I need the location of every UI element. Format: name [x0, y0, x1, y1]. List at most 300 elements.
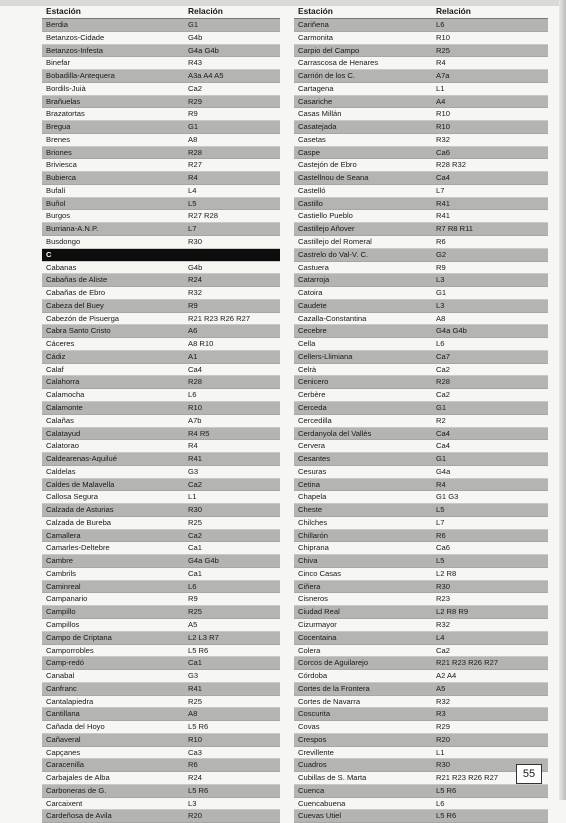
station-name: Campillo [46, 607, 76, 617]
station-name: Brazatortas [46, 109, 85, 119]
relation-code: R21 R23 R26 R27 [436, 773, 499, 783]
relation-code: R10 [188, 734, 202, 744]
table-row [42, 83, 280, 96]
station-name: Corcos de Aguilarejo [298, 658, 369, 668]
relation-code: Ca2 [436, 364, 450, 374]
table-row [42, 159, 280, 172]
relation-code: R24 [188, 275, 202, 285]
station-name: Calañas [46, 415, 74, 425]
station-name: Cabra Santo Cristo [46, 326, 111, 336]
table-row [294, 287, 548, 300]
table-row [294, 606, 548, 619]
relation-code: R3 [436, 709, 446, 719]
table-row [294, 402, 548, 415]
table-row [294, 300, 548, 313]
station-name: Coscurita [298, 709, 331, 719]
table-row [42, 70, 280, 83]
relation-code: R32 [436, 134, 450, 144]
station-name: Betanzos-Cidade [46, 32, 105, 42]
table-row [42, 402, 280, 415]
relation-code: R2 [436, 415, 446, 425]
relation-code: L5 R6 [188, 785, 209, 795]
relation-code: G1 G3 [436, 492, 459, 502]
station-header: Estación [298, 6, 333, 17]
station-name: Chilches [298, 517, 328, 527]
relation-code: R4 R5 [188, 428, 210, 438]
relation-code: L6 [188, 581, 197, 591]
relation-code: Ca1 [188, 543, 202, 553]
station-name: Chiva [298, 556, 318, 566]
relation-code: A8 [188, 709, 198, 719]
station-name: Cariñena [298, 20, 329, 29]
station-name: Brenes [46, 134, 71, 144]
relation-code: R32 [436, 696, 450, 706]
relation-code: G4a G4b [188, 556, 219, 566]
table-row [42, 542, 280, 555]
table-header [294, 6, 548, 19]
relation-code: L5 [436, 556, 445, 566]
relation-code: G3 [188, 671, 199, 681]
relation-header: Relación [188, 6, 223, 17]
table-row [294, 364, 548, 377]
table-row [42, 96, 280, 109]
table-row [294, 453, 548, 466]
station-name: Carrión de los C. [298, 71, 355, 81]
table-row [42, 568, 280, 581]
table-row [294, 45, 548, 58]
station-name: C [46, 249, 52, 259]
table-row [42, 530, 280, 543]
station-name: Calamonte [46, 402, 83, 412]
station-name: Casas Millán [298, 109, 342, 119]
relation-code: L1 [188, 492, 197, 502]
relation-code: Ca2 [188, 530, 202, 540]
relation-code: Ca2 [188, 83, 202, 93]
relation-code: R28 R32 [436, 160, 466, 170]
relation-code: G4a [436, 466, 451, 476]
station-name: Covas [298, 722, 320, 732]
station-name: Capçanes [46, 747, 81, 757]
relation-code: R30 [188, 237, 202, 247]
table-row [294, 670, 548, 683]
table-row [42, 389, 280, 402]
station-name: Cellers-Llimiana [298, 351, 353, 361]
relation-code: R4 [436, 479, 446, 489]
station-name: Binefar [46, 58, 71, 68]
table-row [294, 657, 548, 670]
relation-code: G2 [436, 249, 447, 259]
relation-code: G1 [188, 122, 199, 132]
table-row [294, 440, 548, 453]
relation-code: A8 [436, 313, 446, 323]
relation-code: A7b [188, 415, 202, 425]
station-name: Carpio del Campo [298, 45, 360, 55]
relation-code: R25 [436, 45, 450, 55]
table-row [294, 96, 548, 109]
relation-code: G4a G4b [436, 326, 467, 336]
station-name: Camporrobles [46, 645, 94, 655]
table-row [294, 159, 548, 172]
table-row [294, 747, 548, 760]
station-name: Carboneras de G. [46, 785, 107, 795]
table-row [294, 542, 548, 555]
station-name: Calzada de Bureba [46, 517, 112, 527]
table-row [42, 555, 280, 568]
table-header [42, 6, 280, 19]
table-row [294, 376, 548, 389]
station-name: Catarroja [298, 275, 330, 285]
station-name: Cesantes [298, 454, 331, 464]
table-row [42, 19, 280, 32]
relation-code: A1 [188, 351, 198, 361]
relation-code: R30 [436, 581, 450, 591]
station-name: Casariche [298, 96, 333, 106]
relation-code: R29 [188, 96, 202, 106]
relation-code: R4 [188, 173, 198, 183]
station-name: Cañaveral [46, 734, 81, 744]
relation-code: L5 [436, 505, 445, 515]
station-name: Cortes de Navarra [298, 696, 361, 706]
relation-code: Ca2 [436, 645, 450, 655]
table-row [294, 83, 548, 96]
relation-code: Ca1 [188, 568, 202, 578]
relation-code: L6 [436, 20, 445, 29]
table-row [294, 619, 548, 632]
relation-code: A8 R10 [188, 339, 214, 349]
relation-code: Ca1 [188, 658, 202, 668]
table-row [42, 428, 280, 441]
station-name: Calzada de Asturias [46, 505, 114, 515]
relation-code: Ca6 [436, 543, 450, 553]
station-name: Cañada del Hoyo [46, 722, 105, 732]
relation-code: L5 R6 [188, 645, 209, 655]
table-row [42, 376, 280, 389]
station-name: Briones [46, 147, 72, 157]
table-row [294, 593, 548, 606]
table-row [42, 274, 280, 287]
relation-code: R41 [436, 211, 450, 221]
station-name: Canfranc [46, 683, 77, 693]
station-name: Cuadros [298, 760, 327, 770]
table-row [42, 759, 280, 772]
table-row [42, 147, 280, 160]
relation-code: A7a [436, 71, 450, 81]
relation-code: R25 [188, 607, 202, 617]
relation-code: G1 [436, 454, 447, 464]
relation-code: R23 [436, 594, 450, 604]
relation-code: G4b [188, 32, 203, 42]
station-name: Catoira [298, 288, 323, 298]
relation-code: R4 [436, 58, 446, 68]
relation-code: L5 R6 [436, 811, 457, 821]
right-column [294, 6, 548, 823]
table-row [294, 504, 548, 517]
table-row [42, 466, 280, 479]
station-name: Cubillas de S. Marta [298, 773, 367, 783]
table-row [42, 351, 280, 364]
station-name: Berdia [46, 20, 68, 29]
station-name: Cerdanyola del Vallès [298, 428, 372, 438]
table-row [294, 236, 548, 249]
station-name: Cartagena [298, 83, 334, 93]
station-name: Castejón de Ebro [298, 160, 357, 170]
relation-code: G1 [436, 402, 447, 412]
relation-code: R32 [188, 288, 202, 298]
station-name: Castillejo Añover [298, 224, 355, 234]
relation-code: Ca4 [436, 173, 450, 183]
station-name: Cizurmayor [298, 619, 337, 629]
table-row [42, 479, 280, 492]
table-row [294, 491, 548, 504]
station-name: Cecebre [298, 326, 327, 336]
table-row [42, 338, 280, 351]
table-row [294, 351, 548, 364]
table-row [42, 32, 280, 45]
relation-code: L2 L3 R7 [188, 632, 219, 642]
relation-code: R6 [436, 530, 446, 540]
table-row [294, 683, 548, 696]
station-name: Colera [298, 645, 321, 655]
station-name: Casatejada [298, 122, 337, 132]
relation-code: Ca4 [436, 428, 450, 438]
table-row [294, 645, 548, 658]
relation-code: L7 [188, 224, 197, 234]
relation-code: L5 [188, 198, 197, 208]
relation-code: R20 [436, 734, 450, 744]
table-row [294, 632, 548, 645]
station-name: Caldelas [46, 466, 76, 476]
station-name: Calahorra [46, 377, 80, 387]
table-row [42, 172, 280, 185]
station-name: Carbajales de Alba [46, 773, 110, 783]
table-row [294, 568, 548, 581]
table-row [42, 619, 280, 632]
relation-code: L3 [436, 300, 445, 310]
station-name: Brañuelas [46, 96, 81, 106]
table-row [42, 645, 280, 658]
table-row [42, 772, 280, 785]
relation-code: G1 [436, 288, 447, 298]
relation-code: L7 [436, 517, 445, 527]
station-name: Cetina [298, 479, 320, 489]
table-row [294, 517, 548, 530]
relation-code: L3 [436, 275, 445, 285]
station-name: Calatayud [46, 428, 81, 438]
station-name: Casetas [298, 134, 326, 144]
station-name: Caracenilla [46, 760, 84, 770]
table-row [294, 415, 548, 428]
table-row [294, 147, 548, 160]
relation-header: Relación [436, 6, 471, 17]
station-name: Calaf [46, 364, 64, 374]
relation-code: A2 A4 [436, 671, 457, 681]
table-row [294, 19, 548, 32]
relation-code: L6 [436, 798, 445, 808]
station-name: Burriana-A.N.P. [46, 224, 99, 234]
station-name: Calatorao [46, 441, 79, 451]
table-row [42, 683, 280, 696]
table-row [42, 287, 280, 300]
station-name: Caspe [298, 147, 320, 157]
table-row [294, 581, 548, 594]
station-name: Caldes de Malavella [46, 479, 115, 489]
station-header: Estación [46, 6, 81, 17]
station-name: Bubierca [46, 173, 76, 183]
table-row [294, 708, 548, 721]
relation-code: A5 [188, 619, 198, 629]
relation-code: L5 R6 [188, 722, 209, 732]
station-name: Cesuras [298, 466, 327, 476]
table-row [42, 313, 280, 326]
station-name: Castillo [298, 198, 323, 208]
table-row [42, 262, 280, 275]
relation-code: A5 [436, 683, 446, 693]
table-row [294, 121, 548, 134]
table-row [42, 134, 280, 147]
station-name: Cenicero [298, 377, 329, 387]
table-row [42, 440, 280, 453]
station-name: Cerceda [298, 402, 327, 412]
relation-code: R20 [188, 811, 202, 821]
station-name: Cuencabuena [298, 798, 346, 808]
station-name: Cerbère [298, 390, 326, 400]
relation-code: R28 [436, 377, 450, 387]
relation-code: R9 [188, 109, 198, 119]
table-row [294, 772, 548, 785]
relation-code: R10 [436, 109, 450, 119]
table-row [42, 300, 280, 313]
table-row [42, 670, 280, 683]
table-row [294, 759, 548, 772]
table-row [42, 696, 280, 709]
relation-code: R24 [188, 773, 202, 783]
table-row [294, 57, 548, 70]
station-name: Bobadilla-Antequera [46, 71, 115, 81]
table-row [42, 415, 280, 428]
station-name: Bordils-Juià [46, 83, 86, 93]
relation-code: A6 [188, 326, 198, 336]
relation-code: R21 R23 R26 R27 [436, 658, 499, 668]
station-name: Cisneros [298, 594, 328, 604]
station-name: Celrà [298, 364, 317, 374]
station-name: Cocentaina [298, 632, 337, 642]
station-name: Buñol [46, 198, 66, 208]
relation-code: L6 [188, 390, 197, 400]
station-name: Cáceres [46, 339, 75, 349]
station-name: Cardeñosa de Avila [46, 811, 112, 821]
table-row [42, 517, 280, 530]
station-name: Castrelo do Val-V. C. [298, 249, 369, 259]
table-row [42, 810, 280, 823]
relation-code: R30 [188, 505, 202, 515]
station-name: Betanzos-Infesta [46, 45, 103, 55]
table-row [294, 210, 548, 223]
station-name: Campanario [46, 594, 88, 604]
table-row [42, 236, 280, 249]
relation-code: R25 [188, 696, 202, 706]
section-header-row [42, 249, 280, 262]
table-row [42, 504, 280, 517]
table-row [42, 57, 280, 70]
station-name: Carrascosa de Henares [298, 58, 379, 68]
table-row [42, 223, 280, 236]
station-name: Cercedilla [298, 415, 332, 425]
table-row [42, 606, 280, 619]
table-row [294, 696, 548, 709]
table-row [294, 313, 548, 326]
table-row [294, 466, 548, 479]
table-row [294, 249, 548, 262]
station-name: Caminreal [46, 581, 81, 591]
relation-code: R27 R28 [188, 211, 218, 221]
relation-code: L4 [188, 185, 197, 195]
relation-code: R9 [188, 594, 198, 604]
station-name: Cabañas de Aliste [46, 275, 108, 285]
left-rows [42, 19, 280, 823]
relation-code: L5 R6 [436, 785, 457, 795]
relation-code: G4a G4b [188, 45, 219, 55]
station-name: Castuera [298, 262, 329, 272]
relation-code: R4 [188, 441, 198, 451]
station-name: Briviesca [46, 160, 77, 170]
table-row [42, 185, 280, 198]
table-row [42, 45, 280, 58]
right-rows [294, 19, 548, 823]
relation-code: L1 [436, 747, 445, 757]
relation-code: R10 [188, 402, 202, 412]
station-name: Cádiz [46, 351, 66, 361]
table-row [294, 479, 548, 492]
relation-code: R10 [436, 32, 450, 42]
relation-code: G1 [188, 20, 199, 29]
station-name: Calamocha [46, 390, 85, 400]
station-name: Crespos [298, 734, 327, 744]
station-name: Carcaixent [46, 798, 83, 808]
station-name: Ciudad Real [298, 607, 340, 617]
page-number: 55 [516, 764, 542, 784]
station-name: Chapela [298, 492, 327, 502]
station-name: Caldearenas-Aquilué [46, 454, 117, 464]
relation-code: R28 [188, 377, 202, 387]
relation-code: R21 R23 R26 R27 [188, 313, 251, 323]
table-row [294, 223, 548, 236]
relation-code: Ca4 [436, 441, 450, 451]
relation-code: Ca7 [436, 351, 450, 361]
table-row [42, 198, 280, 211]
station-name: Campo de Criptana [46, 632, 112, 642]
relation-code: L2 R8 R9 [436, 607, 469, 617]
station-name: Bregua [46, 122, 71, 132]
left-column [42, 6, 280, 823]
station-name: Ciñera [298, 581, 321, 591]
station-name: Camarles-Deltebre [46, 543, 110, 553]
table-row [42, 581, 280, 594]
relation-code: Ca6 [436, 147, 450, 157]
table-row [42, 593, 280, 606]
station-name: Cabezón de Pisuerga [46, 313, 120, 323]
relation-code: R7 R8 R11 [436, 224, 474, 234]
table-row [42, 734, 280, 747]
station-name: Cambre [46, 556, 74, 566]
table-row [294, 530, 548, 543]
table-row [42, 747, 280, 760]
relation-code: A3a A4 A5 [188, 71, 224, 81]
station-name: Cuenca [298, 785, 325, 795]
table-row [294, 785, 548, 798]
relation-code: L4 [436, 632, 445, 642]
relation-code: R29 [436, 722, 450, 732]
table-row [294, 325, 548, 338]
